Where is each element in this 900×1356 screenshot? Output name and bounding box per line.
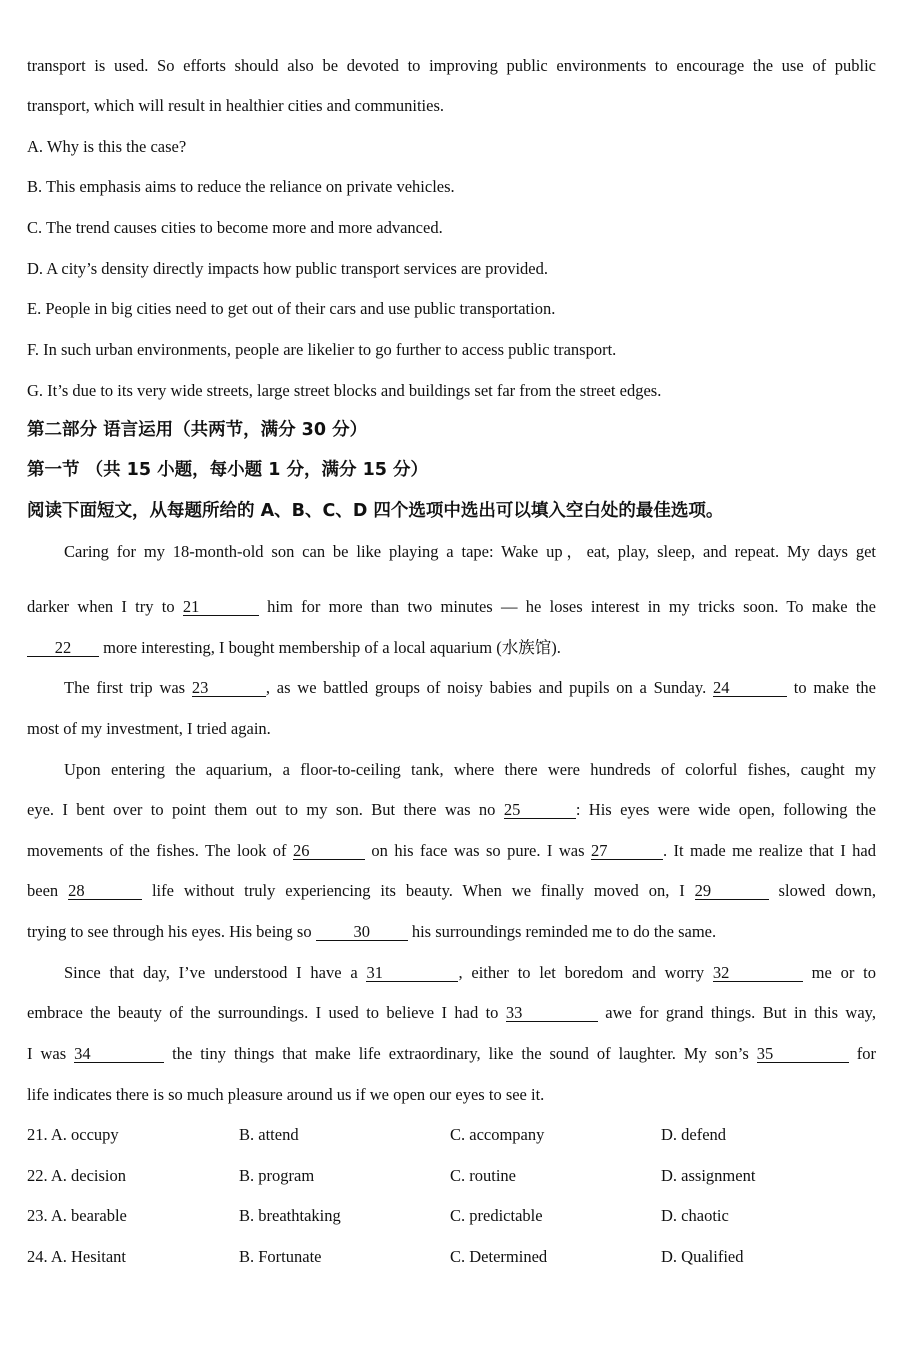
blank-21: 21: [183, 598, 259, 616]
choice-d: D. Qualified: [661, 1247, 744, 1266]
passage-line: transport, which will result in healthier cities and communities.: [27, 96, 444, 115]
blank-26: 26: [293, 842, 365, 860]
blank-33: 33: [506, 1004, 598, 1022]
cloze-line: Caring for my 18-month-old son can be like playing a tape: Wake up，eat, play, sleep, and repeat. My days get: [64, 542, 876, 561]
blank-32: 32: [713, 964, 803, 982]
option-c: C. The trend causes cities to become more and more advanced.: [27, 218, 443, 237]
cloze-line: [27, 597, 876, 617]
choice-a: 23. A. bearable: [27, 1206, 127, 1225]
part-heading: 第二部分 语言运用（共两节，满分 30 分）: [27, 420, 368, 440]
cloze-text: : His eyes were wide open, following the: [575, 800, 876, 819]
cloze-text: to make the: [786, 678, 876, 697]
cloze-text: for: [848, 1044, 876, 1063]
blank-34: 34: [74, 1045, 164, 1063]
blank-30: 30: [316, 923, 408, 941]
cloze-text: embrace the beauty of the surroundings. I used to believe I had to: [27, 1003, 506, 1022]
choice-c: C. Determined: [450, 1247, 548, 1266]
choice-a: 22. A. decision: [27, 1166, 126, 1185]
choice-c: C. routine: [450, 1166, 516, 1185]
cloze-text: more interesting, I bought membership of a local aquarium (水族馆).: [99, 638, 561, 657]
choice-d: D. defend: [661, 1125, 727, 1144]
cloze-line: [27, 922, 876, 942]
cloze-text: movements of the fishes. The look of: [27, 841, 293, 860]
blank-25: 25: [504, 801, 576, 819]
blank-29: 29: [695, 882, 769, 900]
cloze-line: most of my investment, I tried again.: [27, 719, 271, 738]
blank-28: 28: [68, 882, 142, 900]
option-b: B. This emphasis aims to reduce the reliance on private vehicles.: [27, 177, 455, 196]
blank-31: 31: [366, 964, 458, 982]
option-g: G. It’s due to its very wide streets, large street blocks and buildings set far from the street edges.: [27, 381, 662, 400]
cloze-line: [27, 800, 876, 820]
cloze-text: the tiny things that make life extraordinary, like the sound of laughter. My son’s: [164, 1044, 757, 1063]
option-e: E. People in big cities need to get out of their cars and use public transportation.: [27, 299, 556, 318]
cloze-line: [64, 678, 876, 698]
cloze-text: on his face was so pure. I was: [364, 841, 591, 860]
cloze-text: eye. I bent over to point them out to my son. But there was no: [27, 800, 504, 819]
cloze-text: me or to: [802, 963, 876, 982]
cloze-text: awe for grand things. But in this way,: [597, 1003, 876, 1022]
cloze-line: Upon entering the aquarium, a floor-to-ceiling tank, where there were hundreds of colorful fishes, caught my: [64, 760, 876, 779]
blank-24: 24: [713, 679, 787, 697]
cloze-line: [27, 881, 876, 901]
cloze-text: his surroundings reminded me to do the same.: [407, 922, 717, 941]
cloze-line: [27, 841, 876, 861]
cloze-text: trying to see through his eyes. His being so: [27, 922, 316, 941]
choice-d: D. assignment: [661, 1166, 756, 1185]
cloze-text: slowed down,: [768, 881, 876, 900]
choice-c: C. accompany: [450, 1125, 545, 1144]
option-f: F. In such urban environments, people are likelier to go further to access public transport.: [27, 340, 617, 359]
choice-b: B. attend: [239, 1125, 299, 1144]
cloze-text: him for more than two minutes — he loses interest in my tricks soon. To make the: [258, 597, 876, 616]
cloze-text: I was: [27, 1044, 75, 1063]
passage-line: transport is used. So efforts should also be devoted to improving public environments to encourage the use of public: [27, 56, 876, 75]
cloze-text: , as we battled groups of noisy babies and pupils on a Sunday.: [265, 678, 713, 697]
choice-a: 21. A. occupy: [27, 1125, 119, 1144]
cloze-text: The first trip was: [64, 678, 192, 697]
cloze-line: [27, 638, 876, 658]
blank-27: 27: [591, 842, 663, 860]
cloze-text: Since that day, I’ve understood I have a: [64, 963, 367, 982]
choice-b: B. program: [239, 1166, 315, 1185]
cloze-text: life without truly experiencing its beauty. When we finally moved on, I: [142, 881, 695, 900]
choice-d: D. chaotic: [661, 1206, 729, 1225]
cloze-line: life indicates there is so much pleasure around us if we open our eyes to see it.: [27, 1085, 545, 1104]
choice-a: 24. A. Hesitant: [27, 1247, 126, 1266]
instruction: 阅读下面短文，从每题所给的 A、B、C、D 四个选项中选出可以填入空白处的最佳选项。: [27, 501, 724, 521]
cloze-text: , either to let boredom and worry: [458, 963, 713, 982]
blank-22: 22: [27, 639, 99, 657]
section-heading: 第一节 （共 15 小题，每小题 1 分，满分 15 分）: [27, 460, 429, 480]
option-d: D. A city’s density directly impacts how public transport services are provided.: [27, 259, 549, 278]
blank-35: 35: [757, 1045, 849, 1063]
cloze-line: [27, 1044, 876, 1064]
choice-b: B. Fortunate: [239, 1247, 322, 1266]
blank-23: 23: [192, 679, 266, 697]
cloze-text: been: [27, 881, 69, 900]
option-a: A. Why is this the case?: [27, 137, 187, 156]
cloze-text: darker when I try to: [27, 597, 183, 616]
choice-b: B. breathtaking: [239, 1206, 341, 1225]
cloze-line: [27, 1003, 876, 1023]
cloze-line: [64, 963, 876, 983]
cloze-text: . It made me realize that I had: [662, 841, 876, 860]
choice-c: C. predictable: [450, 1206, 543, 1225]
